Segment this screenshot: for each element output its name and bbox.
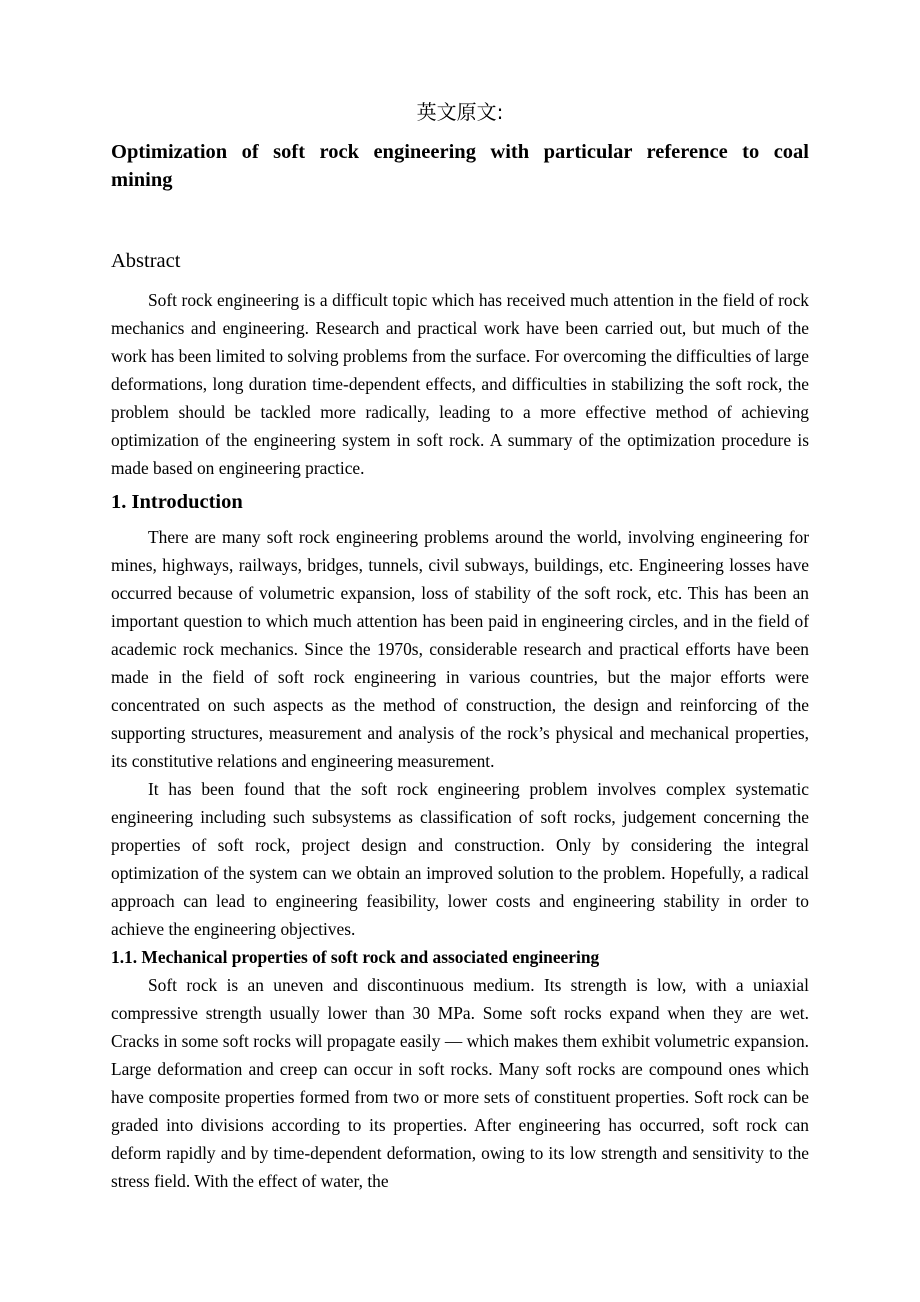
abstract-paragraph: Soft rock engineering is a difficult topic which has received much attention in the field of rock mechanics and engineering. Research and practical work have been carried out, but much of the work has been limited to solving problems from the surface. For overcoming the difficulties of large deformations, long duration time-dependent effects, and difficulties in stabilizing the soft rock, the problem should be tackled more radically, leading to a more effective method of achieving optimization of the engineering system in soft rock. A summary of the optimization procedure is made based on engineering practice.	[111, 290, 809, 478]
introduction-paragraph-1: There are many soft rock engineering problems around the world, involving engineering for mines, highways, railways, bridges, tunnels, civil subways, buildings, etc. Engineering losses have occurred because of volumetric expansion, loss of stability of the soft rock, etc. This has been an important question to which much attention has been paid in engineering circles, and in the field of academic rock mechanics. Since the 1970s, considerable research and practical efforts have been made in the field of soft rock engineering in various countries, but the major efforts were concentrated on such aspects as the method of construction, the design and reinforcing of the supporting structures, measurement and analysis of the rock’s physical and mechanical properties, its constitutive relations and engineering measurement.	[111, 527, 809, 771]
paper-title: Optimization of soft rock engineering with particular reference to coal mining	[111, 141, 809, 191]
section-heading-introduction: 1. Introduction	[111, 491, 243, 513]
document-page	[111, 98, 809, 1195]
introduction-paragraph-2: It has been found that the soft rock engineering problem involves complex systematic engineering including such subsystems as classification of soft rocks, judgement concerning the properties of soft rock, project design and construction. Only by considering the integral optimization of the system can we obtain an improved solution to the problem. Hopefully, a radical approach can lead to engineering feasibility, lower costs and engineering stability in order to achieve the engineering objectives.	[111, 779, 809, 939]
abstract-heading: Abstract	[111, 250, 181, 272]
subsection-heading-mechanical-properties: 1.1. Mechanical properties of soft rock and associated engineering	[111, 947, 600, 967]
chinese-header: 英文原文:	[416, 100, 504, 124]
mechanical-properties-paragraph: Soft rock is an uneven and discontinuous medium. Its strength is low, with a uniaxial compressive strength usually lower than 30 MPa. Some soft rocks expand when they are wet. Cracks in some soft rocks will propagate easily — which makes them exhibit volumetric expansion. Large deformation and creep can occur in soft rocks. Many soft rocks are compound ones which have composite properties formed from two or more sets of constituent properties. Soft rock can be graded into divisions according to its properties. After engineering has occurred, soft rock can deform rapidly and by time-dependent deformation, owing to its low strength and sensitivity to the stress field. With the effect of water, the	[111, 975, 809, 1191]
